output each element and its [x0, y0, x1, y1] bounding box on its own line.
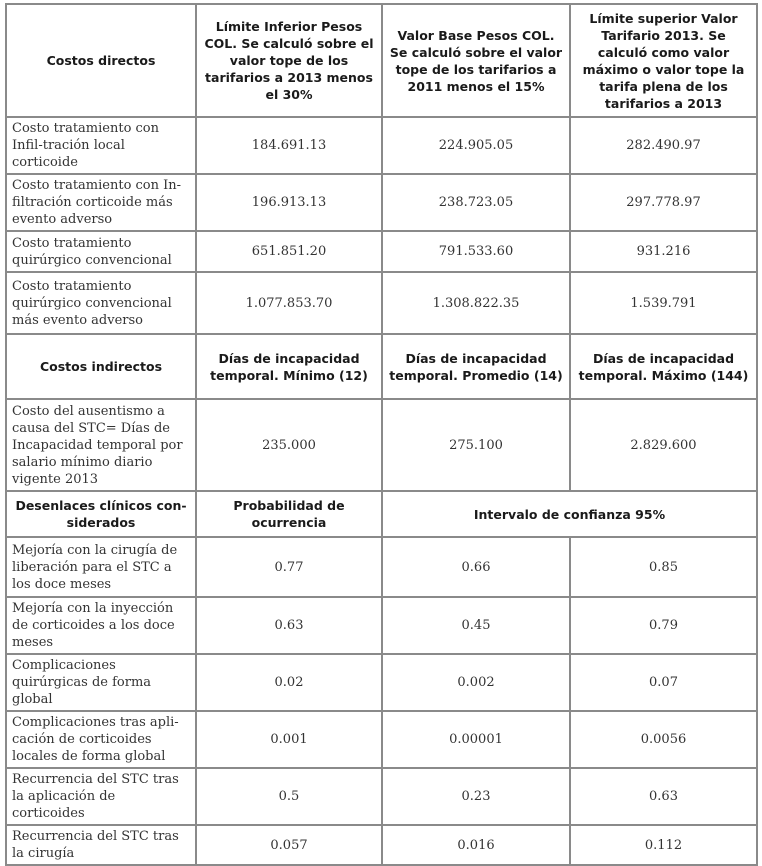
row-label: Recurrencia del STC tras la aplicación de corticoides [6, 768, 196, 825]
table-row [6, 231, 757, 272]
probability-value: 0.001 [196, 711, 382, 768]
ci-low-value: 0.00001 [382, 711, 570, 768]
probability-value: 0.057 [196, 825, 382, 865]
outcomes-header-row [6, 491, 757, 537]
base-value-header: Valor Base Pesos COL. Se calculó sobre el valor tope de los tarifarios a 2011 menos el 15% [382, 4, 570, 117]
ci-high-value: 0.07 [570, 654, 757, 711]
max-value: 2.829.600 [570, 399, 757, 491]
probability-value: 0.63 [196, 597, 382, 654]
upper-value: 1.539.791 [570, 272, 757, 334]
table-row [6, 399, 757, 491]
indirect-costs-header-row [6, 334, 757, 399]
ci-low-value: 0.23 [382, 768, 570, 825]
probability-value: 0.77 [196, 537, 382, 597]
upper-value: 297.778.97 [570, 174, 757, 231]
ci-high-value: 0.79 [570, 597, 757, 654]
ci-high-value: 0.85 [570, 537, 757, 597]
min-days-header: Días de incapacidad temporal. Mínimo (12) [196, 334, 382, 399]
avg-days-header: Días de incapacidad temporal. Promedio (14) [382, 334, 570, 399]
max-days-header: Días de incapacidad temporal. Máximo (144) [570, 334, 757, 399]
row-label: Complicaciones tras apli-cación de corticoides locales de forma global [6, 711, 196, 768]
row-label: Complicaciones quirúrgicas de forma global [6, 654, 196, 711]
table-row [6, 768, 757, 825]
table-row [6, 825, 757, 865]
row-label: Recurrencia del STC tras la cirugía [6, 825, 196, 865]
lower-value: 1.077.853.70 [196, 272, 382, 334]
row-label: Mejoría con la inyección de corticoides a los doce meses [6, 597, 196, 654]
base-value: 791.533.60 [382, 231, 570, 272]
table-row [6, 597, 757, 654]
upper-value: 931.216 [570, 231, 757, 272]
probability-value: 0.02 [196, 654, 382, 711]
lower-value: 184.691.13 [196, 117, 382, 174]
row-label: Costo tratamiento quirúrgico convencional [6, 231, 196, 272]
ci-high-value: 0.112 [570, 825, 757, 865]
outcomes-header: Desenlaces clínicos con-siderados [6, 491, 196, 537]
table-row [6, 537, 757, 597]
base-value: 238.723.05 [382, 174, 570, 231]
lower-value: 651.851.20 [196, 231, 382, 272]
indirect-costs-header: Costos indirectos [6, 334, 196, 399]
direct-costs-header: Costos directos [6, 4, 196, 117]
lower-value: 196.913.13 [196, 174, 382, 231]
cost-outcomes-table [5, 3, 758, 866]
direct-costs-header-row [6, 4, 757, 117]
ci-high-value: 0.0056 [570, 711, 757, 768]
row-label: Mejoría con la cirugía de liberación para el STC a los doce meses [6, 537, 196, 597]
confidence-interval-header: Intervalo de confianza 95% [382, 491, 757, 537]
base-value: 1.308.822.35 [382, 272, 570, 334]
lower-limit-header: Límite Inferior Pesos COL. Se calculó sobre el valor tope de los tarifarios a 2013 menos el 30% [196, 4, 382, 117]
row-label: Costo tratamiento con In-filtración corticoide más evento adverso [6, 174, 196, 231]
probability-value: 0.5 [196, 768, 382, 825]
ci-high-value: 0.63 [570, 768, 757, 825]
table-row [6, 711, 757, 768]
table-row [6, 117, 757, 174]
table-row [6, 174, 757, 231]
row-label: Costo del ausentismo a causa del STC= Días de Incapacidad temporal por salario mínimo diario vigente 2013 [6, 399, 196, 491]
ci-low-value: 0.002 [382, 654, 570, 711]
avg-value: 275.100 [382, 399, 570, 491]
table-row [6, 654, 757, 711]
min-value: 235.000 [196, 399, 382, 491]
ci-low-value: 0.66 [382, 537, 570, 597]
row-label: Costo tratamiento quirúrgico convencional más evento adverso [6, 272, 196, 334]
probability-header: Probabilidad de ocurrencia [196, 491, 382, 537]
table-row [6, 272, 757, 334]
upper-limit-header: Límite superior Valor Tarifario 2013. Se calculó como valor máximo o valor tope la tarifa plena de los tarifarios a 2013 [570, 4, 757, 117]
ci-low-value: 0.016 [382, 825, 570, 865]
ci-low-value: 0.45 [382, 597, 570, 654]
upper-value: 282.490.97 [570, 117, 757, 174]
row-label: Costo tratamiento con Infil-tración local corticoide [6, 117, 196, 174]
base-value: 224.905.05 [382, 117, 570, 174]
